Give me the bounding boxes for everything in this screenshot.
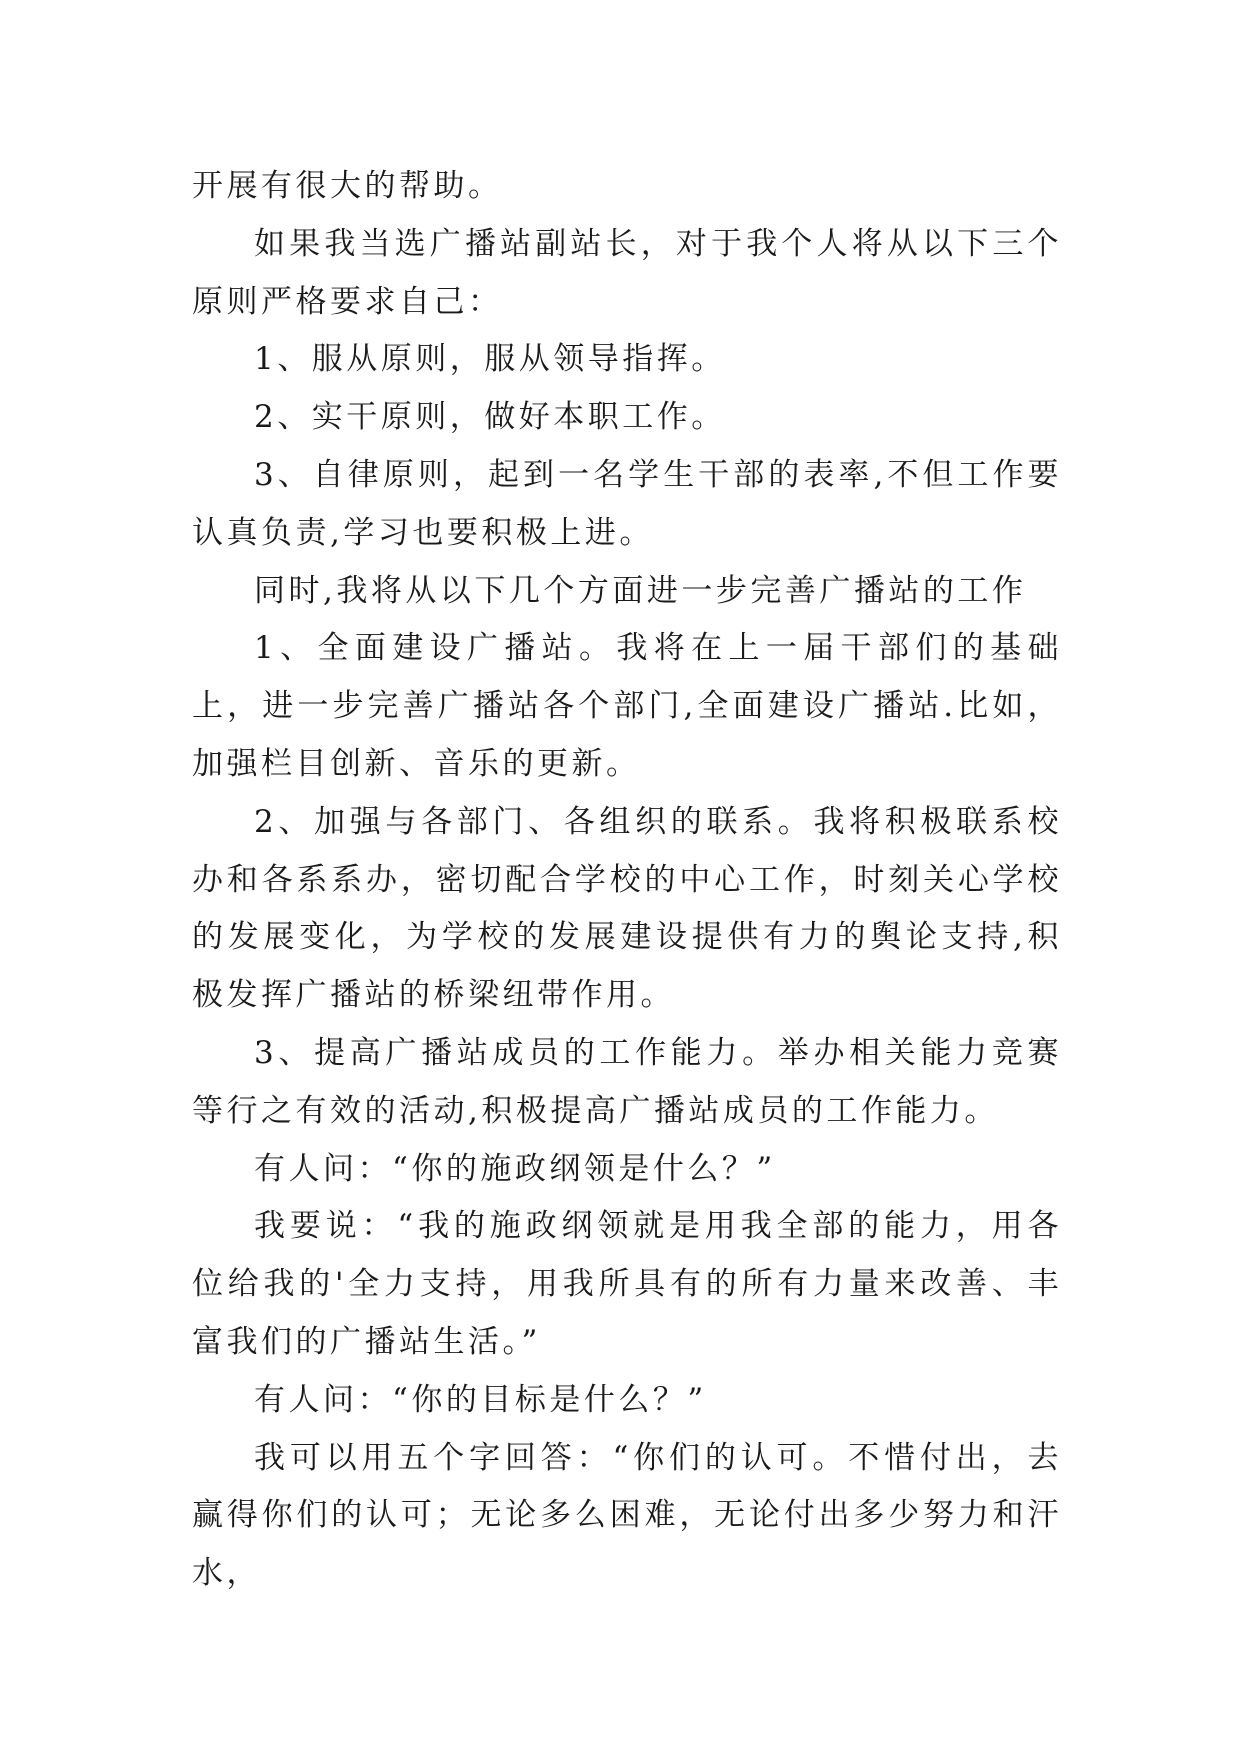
paragraph-plan-intro: 同时,我将从以下几个方面进一步完善广播站的工作 xyxy=(254,572,1027,609)
question-platform: 有人问：“你的施政纲领是什么？” xyxy=(254,1150,776,1187)
plan-item-2: 2、加强与各部门、各组织的联系。我将积极联系校办和各系系办，密切配合学校的中心工作，时刻关心学校的发展变化，为学校的发展建设提供有力的舆论支持,积极发挥广播站的桥梁纽带作用。 xyxy=(192,803,1062,1014)
principle-2: 2、实干原则，做好本职工作。 xyxy=(254,399,726,436)
plan-item-1: 1、全面建设广播站。我将在上一届干部们的基础上，进一步完善广播站各个部门,全面建设广播站.比如，加强栏目创新、音乐的更新。 xyxy=(192,630,1062,782)
paragraph-continuation: 开展有很大的帮助。 xyxy=(192,168,503,204)
principle-1: 1、服从原则，服从领导指挥。 xyxy=(254,341,726,378)
paragraph-intro: 如果我当选广播站副站长，对于我个人将从以下三个原则严格要求自己： xyxy=(192,225,1062,320)
answer-goal: 我可以用五个字回答：“你们的认可。不惜付出，去赢得你们的认可；无论多么困难，无论付出多少努力和汗水， xyxy=(192,1439,1062,1592)
plan-item-3: 3、提高广播站成员的工作能力。举办相关能力竞赛等行之有效的活动,积极提高广播站成员的工作能力。 xyxy=(192,1034,1062,1129)
document-body xyxy=(192,158,1062,1603)
principle-3: 3、自律原则，起到一名学生干部的表率,不但工作要认真负责,学习也要积极上进。 xyxy=(192,456,1062,551)
answer-platform: 我要说：“我的施政纲领就是用我全部的能力，用各位给我的'全力支持，用我所具有的所有力量来改善、丰富我们的广播站生活。” xyxy=(192,1208,1062,1360)
question-goal: 有人问：“你的目标是什么？” xyxy=(254,1381,707,1418)
